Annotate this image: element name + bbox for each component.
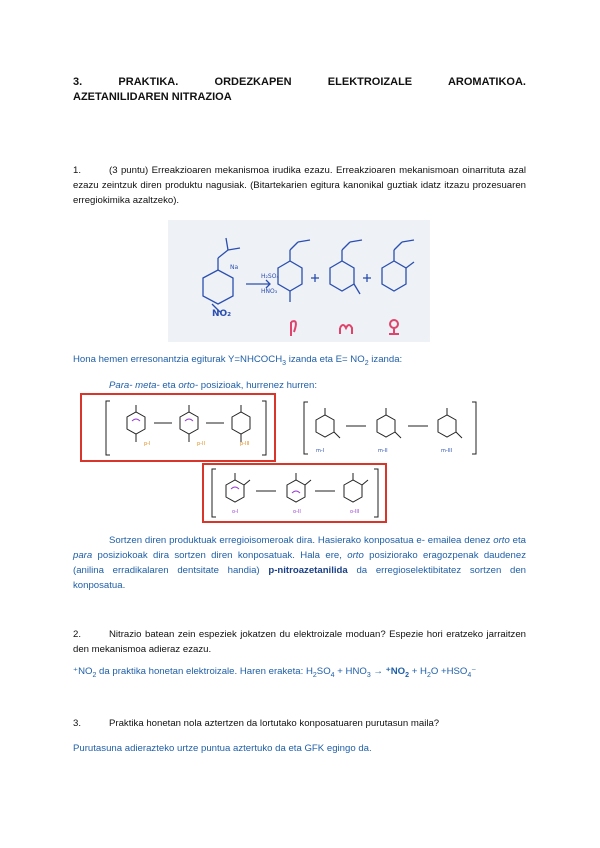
q3-answer: Purutasuna adierazteko urtze puntua aztertuko da eta GFK egingo da. (73, 743, 372, 754)
orto-label-3: o-III (350, 509, 360, 515)
reaction-scheme-drawing (168, 220, 430, 342)
meta-label-1: m-I (316, 448, 325, 454)
orto-label-2: o-II (293, 509, 301, 515)
question-3: 3. Praktika honetan nola aztertzen da lortutako konposatuaren purutasun maila? (73, 718, 440, 729)
q2-answer: $^+NO_2$ da praktika honetan elektroizale. Haren eraketa: $H_2SO_4 + HNO_3 \to ^+NO_2 + H_2O +HSO_4^-$ (73, 666, 477, 679)
svg-text:Na: Na (230, 264, 239, 271)
electrophile-label: NO₂ (212, 309, 232, 319)
question-1 (73, 163, 526, 208)
page-title: 3. PRAKTIKA. ORDEZKAPEN ELEKTROIZALE AROMATIKOA. (73, 76, 526, 88)
question-1-text: (3 puntu) Erreakzioaren mekanismoa irudika ezazu. Erreakzioaren mekanismoan oinarrituta azal ezazu zeintzuk diren produktu nagusiak. (Bitartekarien egitura kanonikal guztiak idatz itzazu prozesuaren erregiokimika azaltzeko). (73, 165, 526, 206)
orto-label-1: o-I (232, 509, 239, 515)
para-resonance-box (80, 393, 276, 462)
para-label-1: p-I (144, 441, 151, 447)
meta-label-3: m-III (441, 448, 453, 454)
reaction-scheme-image (168, 220, 430, 342)
reagent-below: HNO₃ (261, 288, 278, 295)
meta-label-2: m-II (378, 448, 388, 454)
orto-resonance-box (202, 463, 387, 523)
question-1-number: 1. (73, 165, 82, 176)
resonance-intro: Hona hemen erresonantzia egiturak $Y=NHCOCH_3$ izanda eta $E= NO_2$ izanda: (73, 354, 403, 367)
para-label-2: p-II (197, 441, 205, 447)
page-subtitle: AZETANILIDAREN NITRAZIOA (73, 91, 232, 103)
q1-answer: Sortzen diren produktuak erregioisomeroak dira. Hasierako konposatua e- emailea denez orto eta para posiziokoak dira sortzen diren konposatuak. Hala ere, orto posiziorako eragozpenak daudenez (anilina erradikalaren dentsitate handia) p-nitroazetanilida da erregioselektibitatez sortzen den konposatua. (73, 535, 526, 591)
meta-resonance (302, 398, 480, 458)
para-label-3: p-III (240, 441, 250, 447)
question-2: 2. Nitrazio batean zein espeziek jokatzen du elektroizale moduan? Espezie hori eratzeko jarraitzen den mekanismoa adieraz ezazu. (73, 629, 526, 655)
reagent-above: H₂SO₄ (261, 273, 279, 280)
positions-line: Para- meta- eta orto- posizioak, hurrenez hurren: (109, 380, 317, 391)
